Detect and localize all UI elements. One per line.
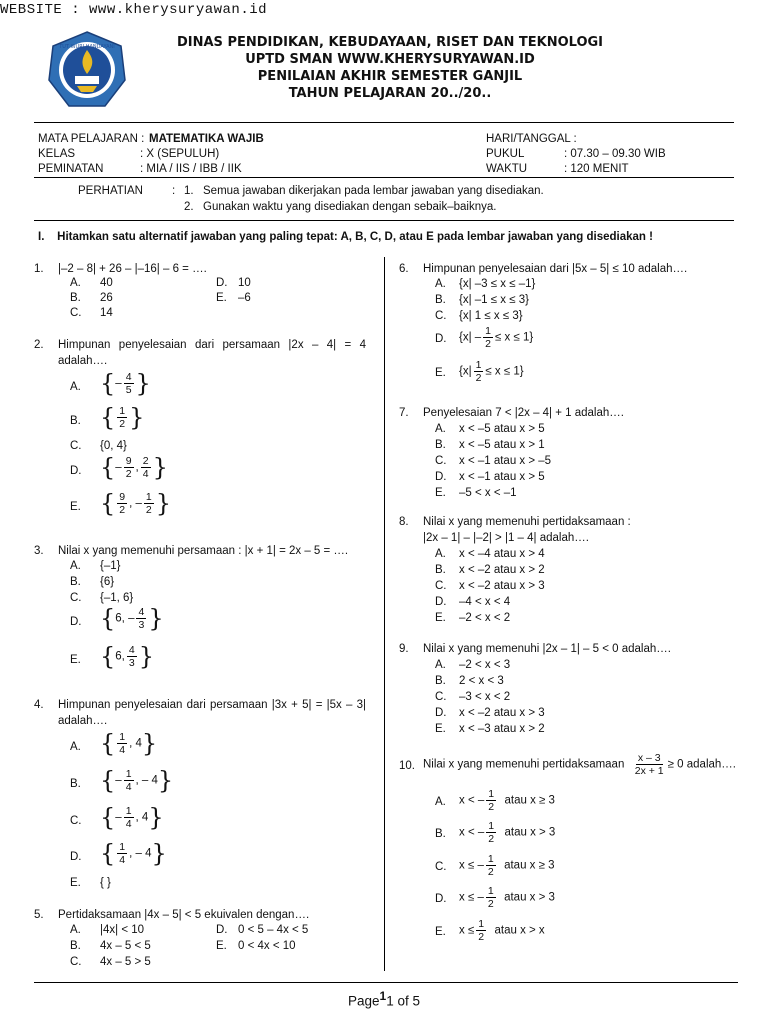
option-letter: E.: [435, 367, 446, 379]
mapel-value: MATEMATIKA WAJIB: [149, 133, 264, 145]
option-value: x < –3 atau x > 2: [459, 723, 545, 735]
option-value: 0 < 4x < 10: [238, 940, 296, 952]
mapel-label: MATA PELAJARAN :: [38, 133, 145, 145]
question-number: 2.: [34, 339, 44, 351]
question-number: 8.: [399, 516, 409, 528]
option-value: x < – $\frac{1}{2}$ atau x ≥ 3: [459, 788, 555, 813]
question-text: Penyelesaian 7 < |2x – 4| + 1 adalah….: [423, 407, 624, 419]
option-value: x < –4 atau x > 4: [459, 548, 545, 560]
option-letter: A.: [435, 796, 446, 808]
option-letter: B.: [435, 828, 446, 840]
perhatian-text-1: Semua jawaban dikerjakan pada lembar jawaban yang disediakan.: [203, 185, 544, 197]
question-6: [399, 261, 739, 391]
website-url: WEBSITE : www.kherysuryawan.id: [0, 2, 268, 18]
question-text-line-2: |2x – 1| – |–2| > |1 – 4| adalah….: [423, 532, 589, 544]
question-3: [34, 543, 374, 683]
question-text: Nilai x yang memenuhi pertidaksamaan :: [423, 516, 631, 528]
option-letter: D.: [435, 596, 447, 608]
option-letter: C.: [70, 440, 82, 452]
option-letter: A.: [70, 741, 81, 753]
option-letter: E.: [70, 654, 81, 666]
waktu-value: : 120 MENIT: [564, 163, 629, 175]
question-number: 4.: [34, 699, 44, 711]
pukul-label: PUKUL: [486, 148, 525, 160]
perhatian-label: PERHATIAN: [78, 185, 143, 197]
question-number: 9.: [399, 643, 409, 655]
option-value: 4x – 5 > 5: [100, 956, 151, 968]
question-8: [399, 514, 739, 626]
option-letter: C.: [435, 861, 447, 873]
option-letter: C.: [70, 307, 82, 319]
option-letter: B.: [70, 292, 81, 304]
option-letter: D.: [70, 851, 82, 863]
question-text: Himpunan penyelesaian dari |5x – 5| ≤ 10 adalah….: [423, 263, 688, 275]
option-value: {6, – $\frac{4}{3}$ }: [100, 604, 164, 633]
option-value: {– $\frac{1}{4}$ , 4}: [100, 803, 164, 832]
question-2: [34, 337, 374, 527]
question-7: [399, 405, 739, 501]
option-letter: C.: [435, 691, 447, 703]
option-letter: B.: [70, 940, 81, 952]
header-line-2: UPTD SMAN WWW.KHERYSURYAWAN.ID: [245, 52, 535, 67]
header-line-4: TAHUN PELAJARAN 20../20..: [288, 86, 492, 101]
option-value: x < –2 atau x > 3: [459, 580, 545, 592]
question-text: Pertidaksamaan |4x – 5| < 5 ekuivalen dengan….: [58, 909, 310, 921]
option-value: { $\frac{1}{4}$ , 4}: [100, 729, 158, 758]
option-letter: E.: [435, 487, 446, 499]
option-value: x ≤ – $\frac{1}{2}$ atau x > 3: [459, 885, 555, 910]
tut-wuri-handayani-logo: [47, 30, 127, 110]
option-letter: C.: [70, 815, 82, 827]
kelas-label: KELAS: [38, 148, 76, 160]
option-value: x < –1 atau x > 5: [459, 471, 545, 483]
option-value: {–1}: [100, 560, 121, 572]
option-value: {x| –1 ≤ x ≤ 3}: [459, 294, 529, 306]
option-letter: A.: [70, 277, 81, 289]
option-letter: A.: [435, 548, 446, 560]
header-line-1: DINAS PENDIDIKAN, KEBUDAYAAN, RISET DAN TEKNOLOGI: [176, 35, 604, 50]
option-letter: C.: [70, 956, 82, 968]
option-value: { $\frac{1}{4}$ , – 4}: [100, 839, 167, 868]
question-text: |–2 – 8| + 26 – |–16| – 6 = ….: [58, 263, 207, 275]
option-letter: A.: [435, 423, 446, 435]
section-instruction-text: Hitamkan satu alternatif jawaban yang paling tepat: A, B, C, D, atau E pada lembar jawaban yang disediakan !: [57, 231, 653, 243]
question-text: Nilai x yang memenuhi persamaan : |x + 1| = 2x – 5 = ….: [58, 545, 349, 557]
question-10: [399, 752, 744, 948]
option-letter: B.: [70, 778, 81, 790]
option-value: {– $\frac{9}{2}$ , $\frac{2}{4}$ }: [100, 453, 168, 482]
option-value: –5 < x < –1: [459, 487, 517, 499]
option-value: –3 < x < 2: [459, 691, 511, 703]
option-letter: B.: [435, 294, 446, 306]
page-superscript: 1: [379, 989, 387, 1003]
question-5: [34, 907, 374, 971]
option-letter: E.: [216, 940, 227, 952]
option-value: –2 < x < 2: [459, 612, 511, 624]
perhatian-text-2: Gunakan waktu yang disediakan dengan sebaik–baiknya.: [203, 201, 497, 213]
option-value: x < –1 atau x > –5: [459, 455, 552, 467]
question-text: Himpunan penyelesaian dari persamaan |3x + 5| = |5x – 3| adalah….: [58, 699, 366, 727]
option-value: {x| –3 ≤ x ≤ –1}: [459, 278, 536, 290]
pukul-value: : 07.30 – 09.30 WIB: [564, 148, 666, 160]
option-letter: C.: [435, 455, 447, 467]
option-letter: D.: [435, 333, 447, 345]
perhatian-colon: :: [172, 185, 176, 197]
question-9: [399, 641, 739, 737]
option-letter: D.: [216, 277, 228, 289]
option-value: x < –5 atau x > 5: [459, 423, 545, 435]
option-letter: D.: [216, 924, 228, 936]
logo-text: TUT WURI HANDAYANI: [59, 44, 115, 50]
peminatan-value: : MIA / IIS / IBB / IIK: [140, 163, 242, 175]
page-label: Page: [348, 993, 380, 1009]
option-value: {x| $\frac{1}{2}$ ≤ x ≤ 1}: [459, 359, 524, 384]
perhatian-divider: [34, 220, 734, 221]
option-letter: A.: [70, 560, 81, 572]
option-letter: A.: [70, 381, 81, 393]
question-number: 7.: [399, 407, 409, 419]
waktu-label: WAKTU: [486, 163, 528, 175]
option-value: { }: [100, 877, 111, 889]
option-letter: C.: [435, 580, 447, 592]
question-text: Himpunan penyelesaian dari persamaan |2x – 4| = 4 adalah….: [58, 339, 366, 367]
footer-divider: [34, 982, 738, 983]
option-value: 14: [100, 307, 113, 319]
option-value: x ≤ – $\frac{1}{2}$ atau x ≥ 3: [459, 853, 555, 878]
option-value: {x| – $\frac{1}{2}$ ≤ x ≤ 1}: [459, 325, 534, 350]
option-letter: D.: [435, 471, 447, 483]
option-value: 26: [100, 292, 113, 304]
option-value: {– $\frac{1}{4}$ , – 4}: [100, 766, 174, 795]
option-value: 40: [100, 277, 113, 289]
question-text: Nilai x yang memenuhi pertidaksamaan $\frac{x - 3}{2x + 1}$ ≥ 0 adalah….: [423, 752, 736, 777]
option-value: 4x – 5 < 5: [100, 940, 151, 952]
option-value: {6}: [100, 576, 115, 588]
question-number: 3.: [34, 545, 44, 557]
option-letter: E.: [216, 292, 227, 304]
option-letter: E.: [435, 926, 446, 938]
option-value: x < –5 atau x > 1: [459, 439, 545, 451]
option-letter: B.: [435, 564, 446, 576]
section-instruction: [38, 231, 738, 243]
page-of: 1 of 5: [386, 993, 420, 1009]
option-letter: E.: [70, 501, 81, 513]
option-letter: A.: [70, 924, 81, 936]
kelas-value: : X (SEPULUH): [140, 148, 220, 160]
question-number: 6.: [399, 263, 409, 275]
option-value: x < – $\frac{1}{2}$ atau x > 3: [459, 820, 556, 845]
option-value: x < –2 atau x > 2: [459, 564, 545, 576]
option-value: 2 < x < 3: [459, 675, 504, 687]
option-letter: D.: [70, 616, 82, 628]
option-value: –2 < x < 3: [459, 659, 511, 671]
option-value: |4x| < 10: [100, 924, 145, 936]
perhatian-num-2: 2.: [184, 201, 194, 213]
page-number: [0, 989, 768, 1009]
question-4: [34, 697, 374, 897]
header-line-3: PENILAIAN AKHIR SEMESTER GANJIL: [257, 69, 523, 84]
option-letter: A.: [435, 278, 446, 290]
option-letter: A.: [435, 659, 446, 671]
option-value: { $\frac{9}{2}$ , – $\frac{1}{2}$ }: [100, 489, 172, 518]
option-letter: E.: [70, 877, 81, 889]
option-letter: D.: [435, 893, 447, 905]
option-letter: B.: [435, 675, 446, 687]
section-roman: I.: [38, 231, 45, 243]
option-letter: D.: [70, 465, 82, 477]
header-divider: [34, 122, 734, 123]
column-divider: [384, 257, 385, 971]
perhatian-num-1: 1.: [184, 185, 194, 197]
question-number: 10.: [399, 760, 415, 772]
option-letter: C.: [435, 310, 447, 322]
option-value: 0 < 5 – 4x < 5: [238, 924, 309, 936]
option-letter: B.: [70, 576, 81, 588]
hari-label: HARI/TANGGAL :: [486, 133, 577, 145]
option-letter: D.: [435, 707, 447, 719]
option-value: {–1, 6}: [100, 592, 134, 604]
option-value: 10: [238, 277, 251, 289]
school-header: [130, 34, 650, 102]
option-value: x ≤ $\frac{1}{2}$ atau x > x: [459, 918, 545, 943]
option-letter: E.: [435, 612, 446, 624]
question-1: [34, 261, 374, 321]
option-value: {x| 1 ≤ x ≤ 3}: [459, 310, 523, 322]
option-value: –6: [238, 292, 251, 304]
question-text: Nilai x yang memenuhi |2x – 1| – 5 < 0 adalah….: [423, 643, 671, 655]
option-value: {0, 4}: [100, 440, 127, 452]
option-value: { $\frac{1}{2}$ }: [100, 403, 145, 432]
option-value: {– $\frac{4}{5}$ }: [100, 369, 151, 398]
option-letter: B.: [435, 439, 446, 451]
option-letter: E.: [435, 723, 446, 735]
option-value: –4 < x < 4: [459, 596, 511, 608]
question-number: 5.: [34, 909, 44, 921]
question-number: 1.: [34, 263, 44, 275]
option-letter: C.: [70, 592, 82, 604]
info-divider: [34, 177, 734, 178]
peminatan-label: PEMINATAN: [38, 163, 104, 175]
option-letter: B.: [70, 415, 81, 427]
option-value: x < –2 atau x > 3: [459, 707, 545, 719]
option-value: {6, $\frac{4}{3}$ }: [100, 642, 154, 671]
